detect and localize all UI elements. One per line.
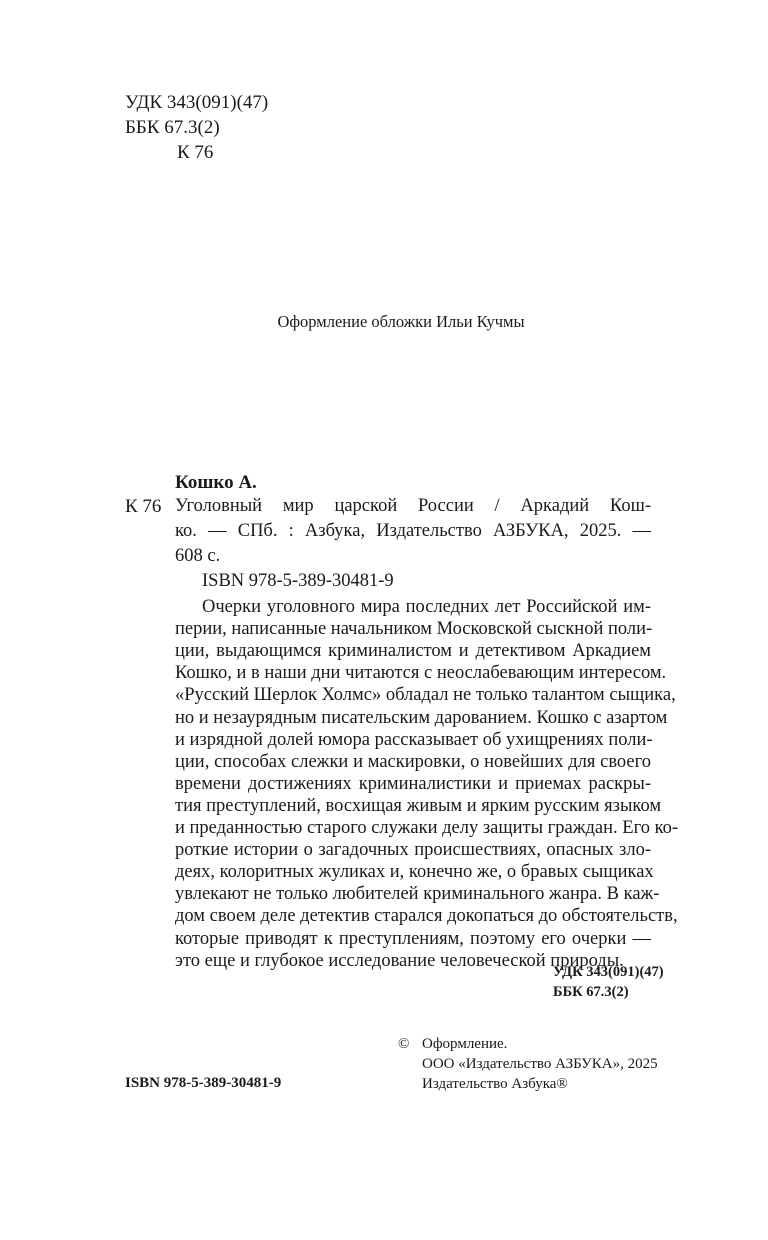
text-line: но и незаурядным писательским дарованием. Кошко с азартом [175,707,668,728]
text-line: и преданностью старого служаки делу защиты граждан. Его ко- [175,818,679,838]
text-line: деях, колоритных жуликах и, конечно же, о бравых сыщиках [175,862,654,883]
text-line: это еще и глубокое исследование человеческой природы. [175,950,624,971]
imprint-line: Оформление. [422,1036,508,1052]
bbk-code: ББК 67.3(2) [125,117,220,138]
cover-credit: Оформление обложки Ильи Кучмы [277,312,525,331]
text-line: 608 с. [175,546,221,566]
text-line: которые приводят к преступлениям, поэтому его очерки — [175,928,651,949]
copyright-icon: © [398,1036,410,1052]
bottom-bbk: ББК 67.3(2) [553,984,629,1000]
entry-author: Кошко А. [175,472,257,493]
text-line: Очерки уголовного мира последних лет Российской им- [202,597,651,617]
imprint-line: Издательство Азбука® [422,1076,568,1092]
text-line: «Русский Шерлок Холмс» обладал не только талантом сыщика, [175,685,676,706]
text-line: увлекают не только любителей криминального жанра. В каж- [175,884,660,905]
text-line: Кошко, и в наши дни читаются с неослабевающим интересом. [175,663,667,684]
text-line: перии, написанные начальником Московской сыскной поли- [175,619,653,640]
bottom-isbn: ISBN 978-5-389-30481-9 [125,1075,282,1091]
author-mark: К 76 [177,142,214,163]
text-line: тия преступлений, восхищая живым и ярким русским языком [175,795,662,816]
text-line: времени достижениях криминалистики и приемах раскры- [175,773,651,794]
text-line: ко. — СПб. : Азбука, Издательство АЗБУКА, 2025. — [175,521,651,541]
text-line: Уголовный мир царской России / Аркадий Кош- [175,496,651,516]
entry-mark: К 76 [125,496,162,517]
text-line: и изрядной долей юмора рассказывает об ухищрениях поли- [175,729,653,750]
text-line: роткие истории о загадочных происшествиях, опасных зло- [175,840,651,861]
udk-code: УДК 343(091)(47) [125,92,269,113]
text-line: ции, способах слежки и маскировки, о новейших для своего [175,751,651,772]
bottom-udk: УДК 343(091)(47) [553,964,664,980]
text-line: дом своем деле детектив старался докопаться до обстоятельств, [175,906,678,927]
imprint-line: ООО «Издательство АЗБУКА», 2025 [422,1056,658,1072]
entry-isbn: ISBN 978-5-389-30481-9 [202,571,394,591]
text-line: ции, выдающимся криминалистом и детективом Аркадием [175,641,651,662]
